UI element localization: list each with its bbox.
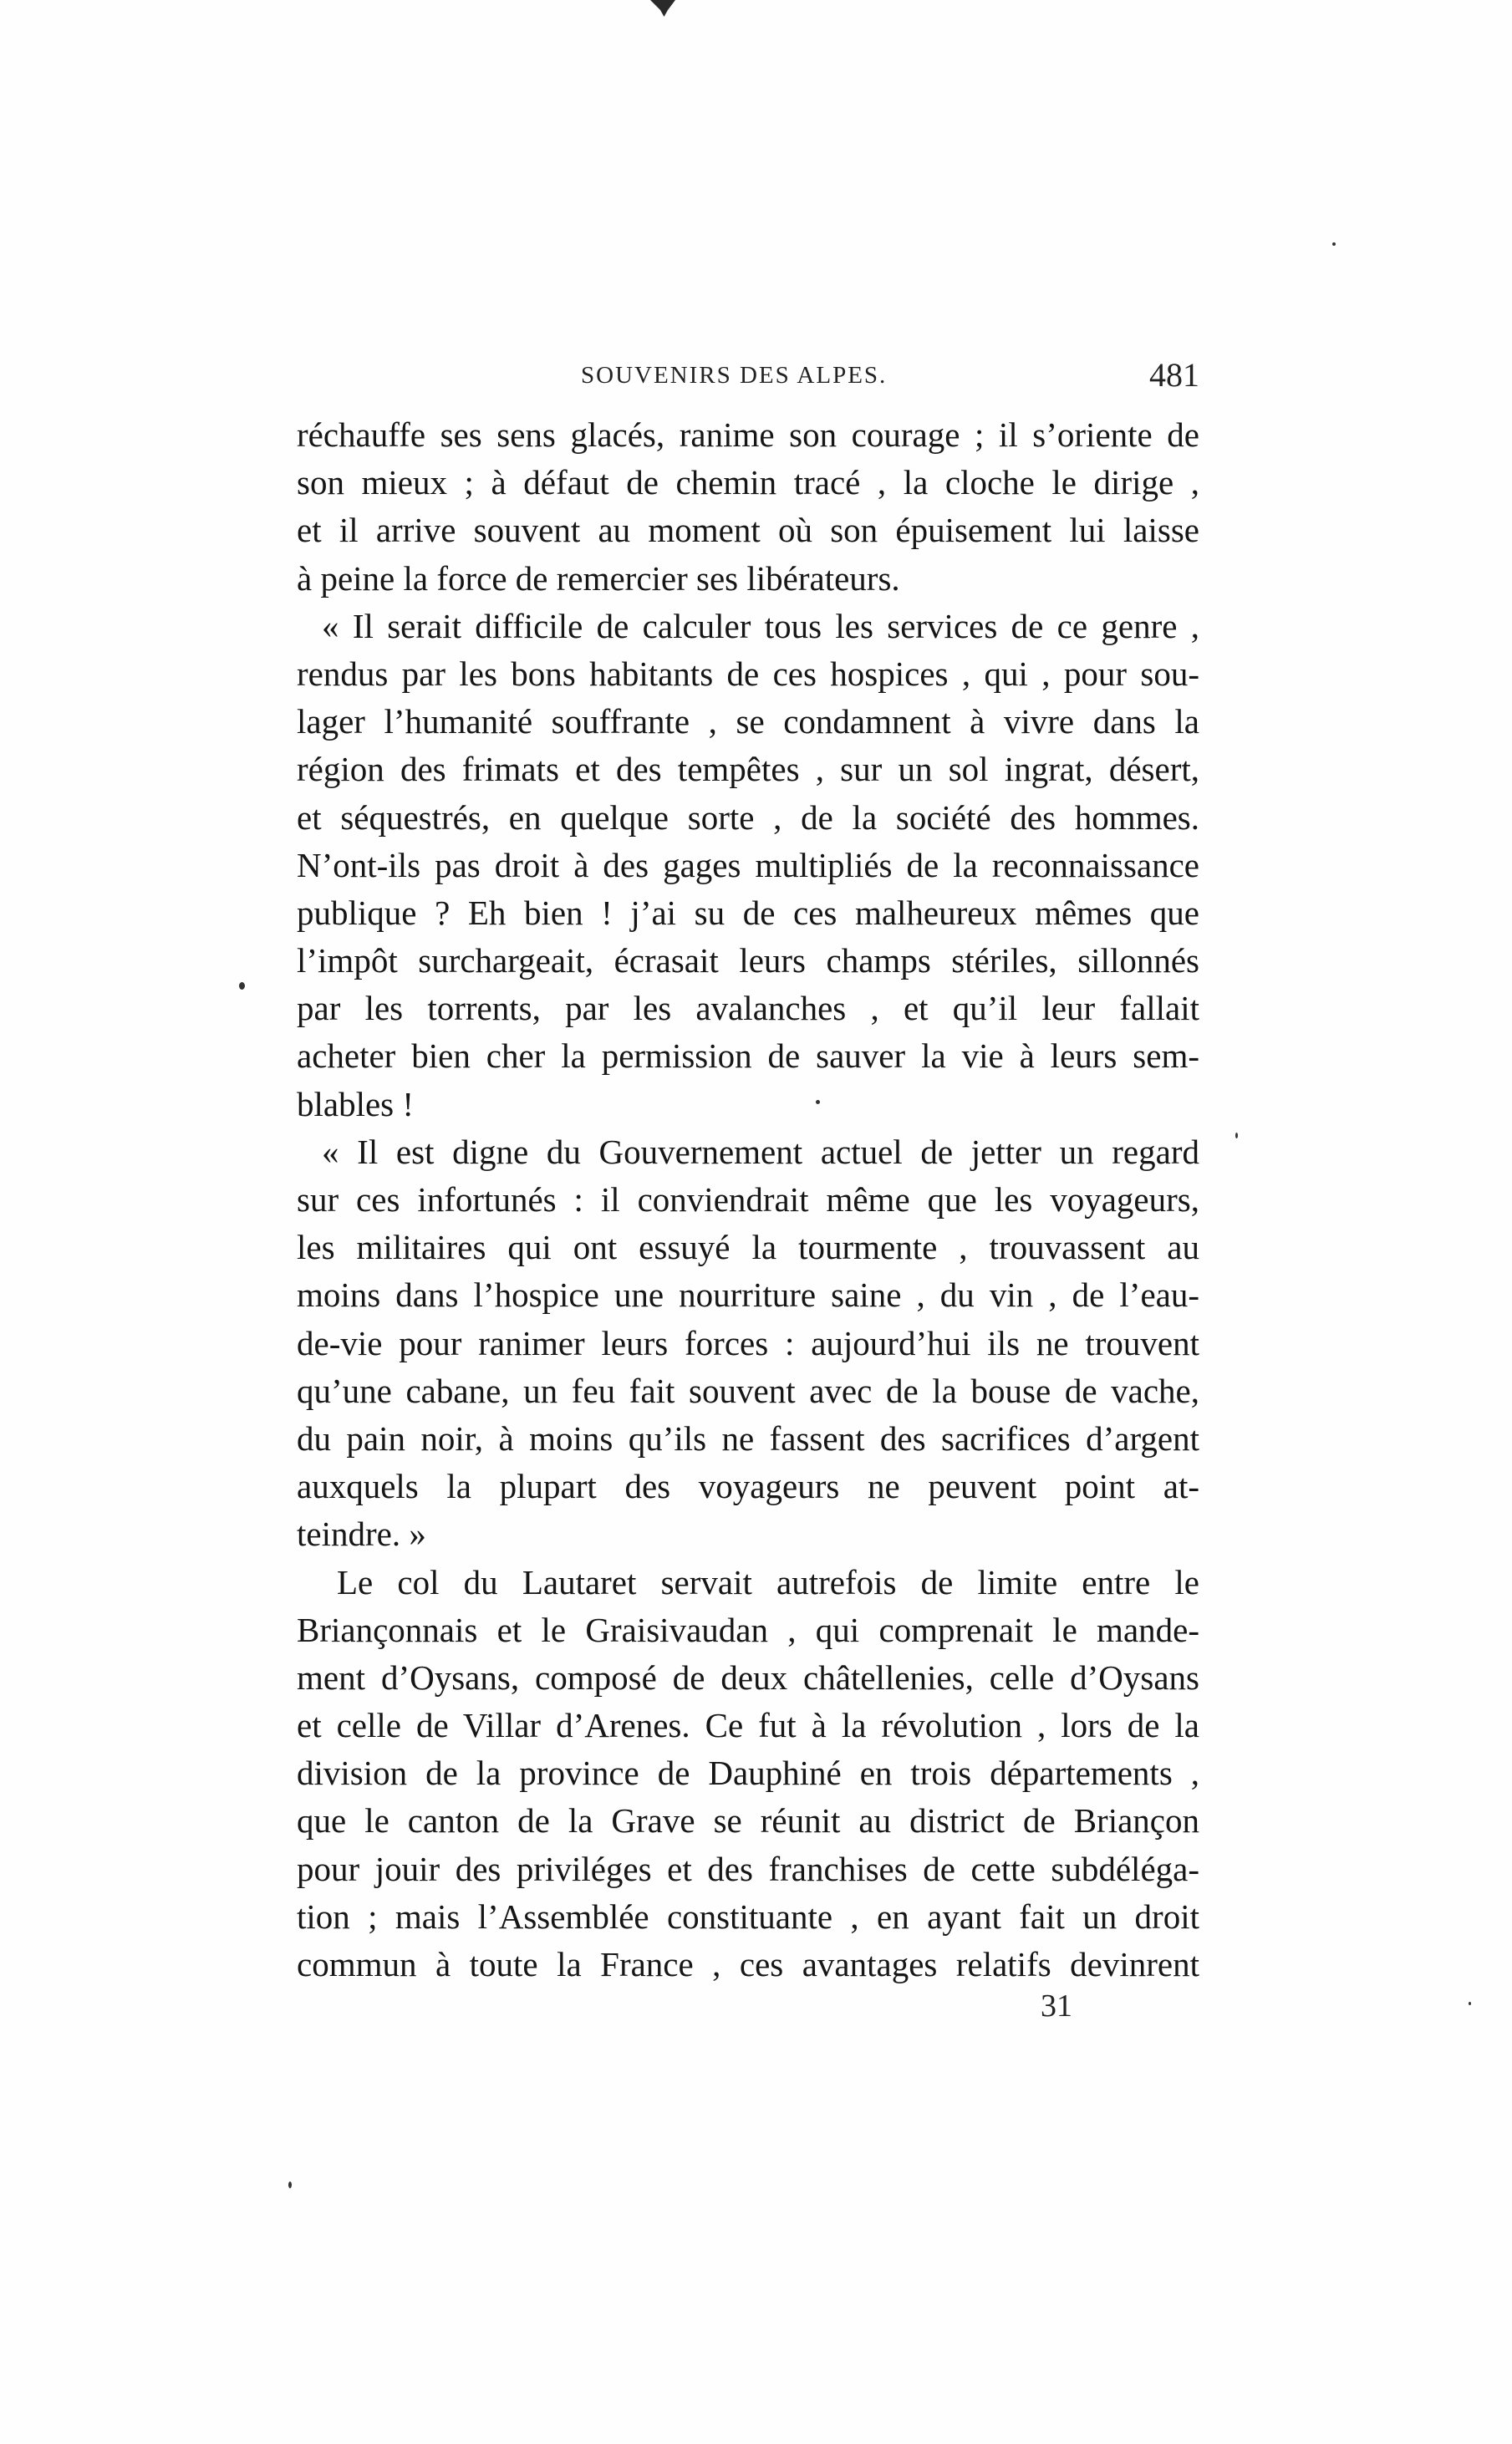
text-line: son mieux ; à défaut de chemin tracé , la cloche le dirige , [297, 463, 1199, 502]
text-line: acheter bien cher la permission de sauver la vie à leurs sem- [297, 1036, 1199, 1076]
text-line: « Il est digne du Gouvernement actuel de jetter un regard [322, 1132, 1199, 1171]
text-line: lager l’humanité souffrante , se condamnent à vivre dans la [297, 702, 1199, 741]
ink-speck [239, 982, 245, 990]
text-line: N’ont-ils pas droit à des gages multipliés de la reconnaissance [297, 845, 1199, 884]
text-line: et séquestrés, en quelque sorte , de la société des hommes. [297, 797, 1199, 837]
signature-mark: 31 [1041, 1988, 1072, 2024]
text-line: que le canton de la Grave se réunit au district de Briançon [297, 1801, 1199, 1841]
text-line: région des frimats et des tempêtes , sur un sol ingrat, désert, [297, 750, 1199, 789]
text-line: Briançonnais et le Graisivaudan , qui comprenait le mande- [297, 1610, 1199, 1649]
text-line: l’impôt surchargeait, écrasait leurs champs stériles, sillonnés [297, 941, 1199, 980]
running-head [297, 355, 1199, 405]
text-line: sur ces infortunés : il conviendrait même que les voyageurs, [297, 1180, 1199, 1219]
text-line: les militaires qui ont essuyé la tourmente , trouvassent au [297, 1228, 1199, 1267]
text-line: pour jouir des priviléges et des franchises de cette subdéléga- [297, 1849, 1199, 1888]
ink-speck [1332, 242, 1336, 246]
ink-speck [1469, 2002, 1471, 2005]
text-line: par les torrents, par les avalanches , et qu’il leur fallait [297, 989, 1199, 1028]
text-line: publique ? Eh bien ! j’ai su de ces malheureux mêmes que [297, 893, 1199, 932]
text-line: de-vie pour ranimer leurs forces : aujourd’hui ils ne trouvent [297, 1323, 1199, 1362]
page-number: 481 [1149, 356, 1199, 394]
text-line: tion ; mais l’Assemblée constituante , en ayant fait un droit [297, 1897, 1199, 1936]
ink-speck [816, 1100, 820, 1104]
text-line: blables ! [297, 1084, 415, 1123]
ink-speck [1235, 1133, 1238, 1138]
text-line: division de la province de Dauphiné en trois départements , [297, 1754, 1199, 1793]
text-line: réchauffe ses sens glacés, ranime son courage ; il s’oriente de [297, 415, 1199, 454]
text-line: qu’une cabane, un feu fait souvent avec de la bouse de vache, [297, 1371, 1199, 1410]
text-line: à peine la force de remercier ses libérateurs. [297, 558, 900, 598]
text-line: teindre. » [297, 1515, 426, 1554]
text-line: « Il serait difficile de calculer tous les services de ce genre , [322, 606, 1199, 645]
text-line: et il arrive souvent au moment où son épuisement lui laisse [297, 511, 1199, 550]
text-line: du pain noir, à moins qu’ils ne fassent des sacrifices d’argent [297, 1418, 1199, 1458]
running-title: SOUVENIRS DES ALPES. [581, 362, 888, 389]
ink-speck [288, 2182, 292, 2188]
text-line: et celle de Villar d’Arenes. Ce fut à la révolution , lors de la [297, 1706, 1199, 1745]
text-line: rendus par les bons habitants de ces hospices , qui , pour sou- [297, 654, 1199, 693]
text-line: moins dans l’hospice une nourriture saine , du vin , de l’eau- [297, 1275, 1199, 1315]
text-line: Le col du Lautaret servait autrefois de limite entre le [337, 1562, 1199, 1601]
binding-mark [650, 0, 675, 17]
text-line: commun à toute la France , ces avantages relatifs devinrent [297, 1945, 1199, 1983]
text-line: auxquels la plupart des voyageurs ne peuvent point at- [297, 1467, 1199, 1506]
text-line: ment d’Oysans, composé de deux châtellenies, celle d’Oysans [297, 1657, 1199, 1697]
body-text [297, 411, 1199, 1988]
